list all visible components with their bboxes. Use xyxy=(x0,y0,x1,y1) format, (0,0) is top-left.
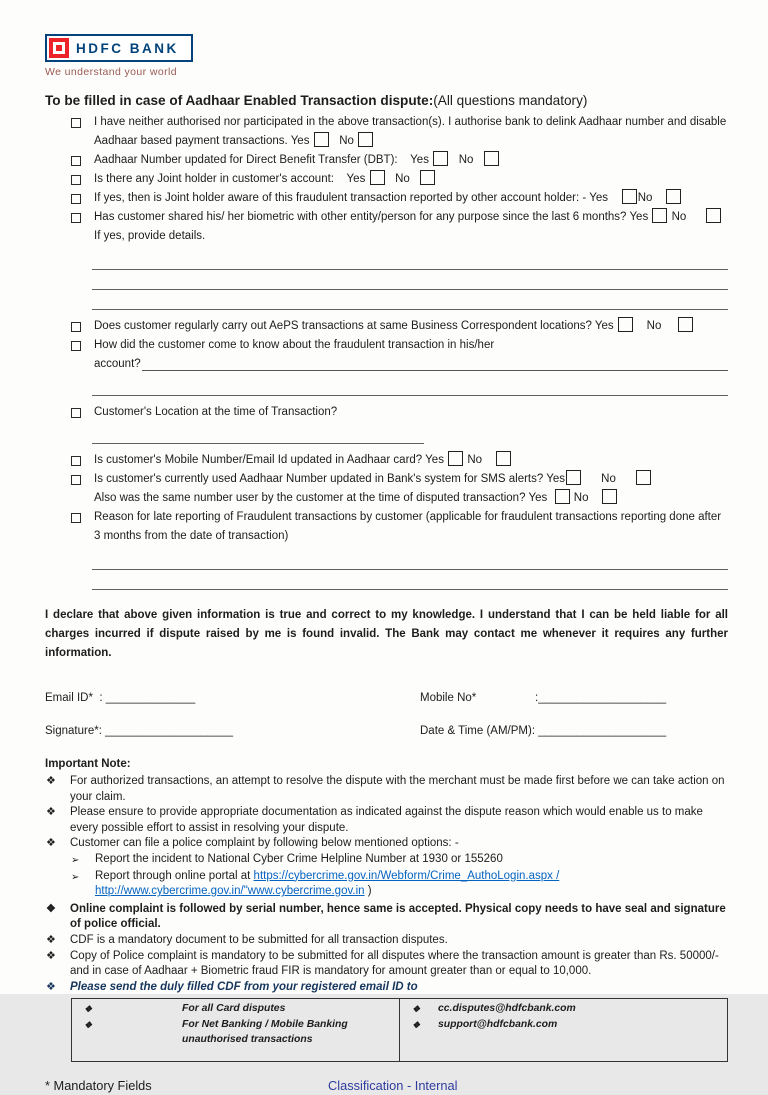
diamond-bullet-icon: ❖ xyxy=(46,837,56,850)
write-in-area xyxy=(45,376,728,396)
checkbox-bullet-icon xyxy=(71,322,81,332)
form-line: If yes, provide details. xyxy=(94,230,206,242)
mobile-field[interactable]: :____________________ xyxy=(535,692,667,704)
checklist-item xyxy=(45,508,728,546)
checkbox[interactable] xyxy=(314,132,329,147)
important-note-item xyxy=(45,902,728,933)
hdfc-logo xyxy=(45,34,728,78)
datetime-field[interactable]: Date & Time (AM/PM): ____________________ xyxy=(420,725,667,737)
form-line: 3 months from the date of transaction) xyxy=(94,530,289,542)
important-note-text: CDF is a mandatory document to be submitted for all transaction disputes. xyxy=(70,933,448,946)
form-line: Is customer's Mobile Number/Email Id updated in Aadhaar card? Yes No xyxy=(94,451,728,470)
checklist-item-text xyxy=(94,336,728,374)
dispatch-table-left-cell xyxy=(72,999,400,1062)
write-in-area xyxy=(45,424,728,444)
dispatch-channel-text: For all Card disputes xyxy=(182,1003,286,1015)
form-line xyxy=(94,355,728,374)
checkbox-bullet-icon xyxy=(71,175,81,185)
checkbox-bullet-icon xyxy=(71,341,81,351)
checkbox[interactable] xyxy=(666,189,681,204)
checklist-item-text xyxy=(94,403,728,422)
diamond-bullet-icon: ❖ xyxy=(46,806,56,819)
checklist-item xyxy=(45,170,728,189)
form-line: Reason for late reporting of Fraudulent transactions by customer (applicable for fraudulent transactions reporting done after xyxy=(94,511,722,523)
mobile-label: Mobile No* xyxy=(420,692,477,704)
checkbox[interactable] xyxy=(433,151,448,166)
arrow-bullet-icon: ➢ xyxy=(71,854,80,866)
write-in-line xyxy=(92,570,728,590)
arrow-bullet-icon: ➢ xyxy=(71,871,80,883)
checklist-item xyxy=(45,208,728,246)
checkbox-bullet-icon xyxy=(71,213,81,223)
important-note-text: Please send the duly filled CDF from your registered email ID to xyxy=(70,980,418,993)
checklist-item-text xyxy=(94,508,728,546)
form-line: Does customer regularly carry out AePS transactions at same Business Correspondent locations? Yes No xyxy=(94,317,728,336)
declaration-text: I declare that above given information is true and correct to my knowledge. I understand that I can be held liable for all charges incurred if dispute raised by me is found invalid. The Bank may contact me whenever it requires any further information. xyxy=(45,609,728,659)
form-line: I have neither authorised nor participated in the above transaction(s). I authorise bank to delink Aadhaar number and disable xyxy=(94,116,727,128)
checkbox-bullet-icon xyxy=(71,456,81,466)
email-field[interactable]: Email ID* : ______________ xyxy=(45,692,196,704)
important-note-text: Online complaint is followed by serial number, hence same is accepted. Physical copy needs to have seal and signature of police official. xyxy=(70,902,726,931)
checklist-item-text xyxy=(94,470,728,508)
form-title xyxy=(45,91,728,110)
write-in-line xyxy=(92,550,728,570)
checkbox[interactable] xyxy=(602,489,617,504)
form-line: Is customer's currently used Aadhaar Number updated in Bank's system for SMS alerts? Yes No xyxy=(94,470,728,489)
write-in-line xyxy=(142,370,728,371)
form-line: If yes, then is Joint holder aware of this fraudulent transaction reported by other account holder: - Yes No xyxy=(94,189,728,208)
checkbox-bullet-icon xyxy=(71,118,81,128)
checkbox[interactable] xyxy=(636,470,651,485)
checkbox[interactable] xyxy=(566,470,581,485)
checklist-item xyxy=(45,470,728,508)
write-in-area xyxy=(45,550,728,590)
checklist-item xyxy=(45,113,728,151)
important-note-heading: Important Note: xyxy=(45,758,131,770)
checklist-item-text xyxy=(94,451,728,470)
form-line: Aadhaar based payment transactions. Yes No xyxy=(94,132,728,151)
important-note-item xyxy=(45,933,728,949)
hdfc-logo-box xyxy=(45,34,193,62)
important-note-text: Please ensure to provide appropriate documentation as indicated against the dispute reason which would enable us to make every possible effort to assist in resolving your dispute. xyxy=(70,806,703,834)
checklist-item-text xyxy=(94,113,728,151)
diamond-bullet-icon: ❖ xyxy=(46,902,56,915)
checkbox[interactable] xyxy=(496,451,511,466)
question-checklist xyxy=(45,113,728,590)
checkbox-bullet-icon xyxy=(71,156,81,166)
signature-fields-row xyxy=(45,722,728,741)
checklist-item-text xyxy=(94,317,728,336)
important-note-subitem xyxy=(71,869,728,900)
checklist-item-text xyxy=(94,208,728,246)
checklist-item xyxy=(45,189,728,208)
hdfc-tagline: We understand your world xyxy=(45,66,177,78)
important-note-text: For authorized transactions, an attempt to resolve the dispute with the merchant must be made first before we can take action on your claim. xyxy=(70,775,725,803)
checkbox[interactable] xyxy=(358,132,373,147)
checkbox-bullet-icon xyxy=(71,513,81,523)
dispatch-channel-text: For Net Banking / Mobile Banking unauthorised transactions xyxy=(182,1019,348,1046)
diamond-bullet-icon: ❖ xyxy=(412,1020,421,1031)
important-note-item xyxy=(45,805,728,836)
important-note-subtext: Report through online portal at https://cybercrime.gov.in/Webform/Crime_AuthoLogin.aspx / http://www.cybercrime.gov.in/"www.cybercrime.gov.in ) xyxy=(95,869,560,898)
important-note-list xyxy=(45,774,728,995)
checklist-item xyxy=(45,151,728,170)
form-line-text: account? xyxy=(94,358,141,370)
hdfc-logo-mark-icon xyxy=(49,38,69,58)
important-note-item xyxy=(45,949,728,980)
write-in-area xyxy=(45,250,728,310)
dispatch-email-text: support@hdfcbank.com xyxy=(438,1019,558,1031)
diamond-bullet-icon: ❖ xyxy=(84,1020,93,1031)
form-line: Has customer shared his/ her biometric with other entity/person for any purpose since the last 6 months? Yes No xyxy=(94,208,728,227)
hdfc-brand-name: HDFC BANK xyxy=(76,40,179,56)
form-line: Also was the same number user by the customer at the time of disputed transaction? Yes No xyxy=(94,489,728,508)
mandatory-fields-note: * Mandatory Fields xyxy=(45,1078,152,1094)
checkbox[interactable] xyxy=(370,170,385,185)
important-note-text: Customer can file a police complaint by following below mentioned options: - xyxy=(70,837,459,850)
important-note-subitem xyxy=(71,852,728,869)
diamond-bullet-icon: ❖ xyxy=(412,1004,421,1015)
diamond-bullet-icon: ❖ xyxy=(84,1004,93,1015)
write-in-line xyxy=(92,424,424,444)
important-note-item xyxy=(45,836,728,852)
checklist-item xyxy=(45,317,728,336)
important-note-item xyxy=(45,774,728,805)
dispatch-email-line xyxy=(400,1001,727,1017)
diamond-bullet-icon: ❖ xyxy=(46,949,56,962)
important-note-item xyxy=(45,980,728,996)
checklist-item xyxy=(45,336,728,374)
write-in-line xyxy=(92,376,728,396)
form-line: Is there any Joint holder in customer's account: Yes No xyxy=(94,170,728,189)
cybercrime-portal-link[interactable]: https://cybercrime.gov.in/Webform/Crime_AuthoLogin.aspx / xyxy=(253,869,560,882)
checkbox[interactable] xyxy=(555,489,570,504)
checkbox[interactable] xyxy=(420,170,435,185)
cybercrime-site-link[interactable]: http://www.cybercrime.gov.in/"www.cybercrime.gov.in xyxy=(95,885,365,898)
checkbox[interactable] xyxy=(484,151,499,166)
checkbox-bullet-icon xyxy=(71,194,81,204)
email-dispatch-table xyxy=(71,998,728,1062)
checklist-item xyxy=(45,403,728,422)
checkbox[interactable] xyxy=(652,208,667,223)
diamond-bullet-icon: ❖ xyxy=(46,933,56,946)
write-in-line xyxy=(92,290,728,310)
checklist-item-text xyxy=(94,189,728,208)
dispatch-table-right-cell xyxy=(400,999,728,1062)
checkbox-bullet-icon xyxy=(71,475,81,485)
signature-field[interactable]: Signature*: ____________________ xyxy=(45,725,234,737)
contact-fields-row xyxy=(45,689,728,708)
write-in-line xyxy=(92,270,728,290)
diamond-bullet-icon: ❖ xyxy=(46,775,56,787)
dispatch-email-text: cc.disputes@hdfcbank.com xyxy=(438,1003,576,1015)
important-note-text: Copy of Police complaint is mandatory to be submitted for all disputes where the transaction amount is greater than Rs. 50000/- and in case of Aadhaar + Biometric fraud FIR is mandatory for amount greater than or equal to 10,000. xyxy=(70,949,719,978)
dispatch-channel-line xyxy=(72,1017,399,1047)
form-line: Customer's Location at the time of Transaction? xyxy=(94,406,338,418)
checkbox[interactable] xyxy=(678,317,693,332)
write-in-line xyxy=(92,250,728,270)
checklist-item xyxy=(45,451,728,470)
checkbox[interactable] xyxy=(618,317,633,332)
form-title-bold: To be filled in case of Aadhaar Enabled Transaction dispute: xyxy=(45,93,434,108)
checkbox[interactable] xyxy=(622,189,637,204)
classification-label: Classification - Internal xyxy=(328,1078,458,1094)
page-footer xyxy=(45,1076,728,1095)
form-line: Aadhaar Number updated for Direct Benefit Transfer (DBT): Yes No xyxy=(94,151,728,170)
form-title-note: (All questions mandatory) xyxy=(433,93,588,108)
diamond-bullet-icon: ❖ xyxy=(46,980,56,993)
form-line: How did the customer come to know about the fraudulent transaction in his/her xyxy=(94,339,495,351)
checkbox-bullet-icon xyxy=(71,408,81,418)
checklist-item-text xyxy=(94,170,728,189)
checkbox[interactable] xyxy=(448,451,463,466)
dispatch-channel-line xyxy=(72,1001,399,1017)
dispatch-email-line xyxy=(400,1017,727,1033)
important-note-subtext: Report the incident to National Cyber Crime Helpline Number at 1930 or 155260 xyxy=(95,852,503,865)
checkbox[interactable] xyxy=(706,208,721,223)
checklist-item-text xyxy=(94,151,728,170)
